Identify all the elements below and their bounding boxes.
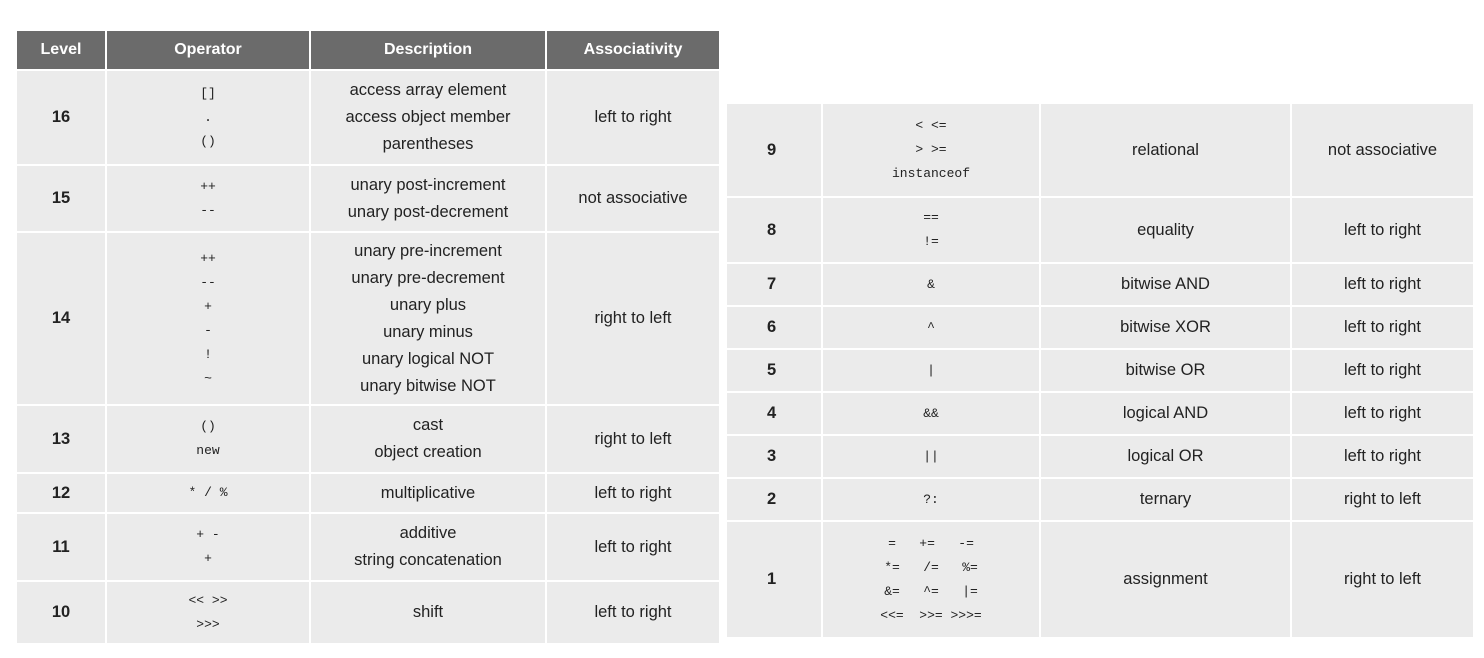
description-line: relational bbox=[1132, 140, 1199, 159]
operator-symbol: + bbox=[204, 298, 212, 314]
header-row bbox=[16, 30, 720, 70]
operator-symbol: () bbox=[200, 419, 216, 434]
operator-symbol: - bbox=[204, 322, 212, 338]
level-cell: 2 bbox=[726, 478, 822, 521]
description-line: unary post-decrement bbox=[347, 202, 509, 221]
description-line: logical AND bbox=[1122, 404, 1209, 422]
associativity-cell: right to left bbox=[546, 405, 720, 473]
description-line: unary pre-decrement bbox=[351, 268, 505, 287]
operator-symbol: -- bbox=[200, 202, 216, 218]
operator-cell bbox=[822, 306, 1040, 349]
operator-cell bbox=[822, 349, 1040, 392]
description-cell bbox=[1040, 263, 1291, 306]
operator-symbol: || bbox=[923, 448, 939, 464]
operator-symbol: ~ bbox=[204, 370, 212, 386]
associativity-cell: left to right bbox=[1291, 197, 1474, 263]
associativity-cell: left to right bbox=[1291, 435, 1474, 478]
operator-cell bbox=[106, 581, 310, 644]
associativity-cell: left to right bbox=[1291, 263, 1474, 306]
operator-cell bbox=[106, 473, 310, 513]
operator-cell bbox=[822, 521, 1040, 638]
description-line: parentheses bbox=[382, 135, 474, 153]
precedence-table-right bbox=[725, 102, 1475, 639]
associativity-cell: right to left bbox=[1291, 478, 1474, 521]
header-level: Level bbox=[16, 30, 106, 70]
level-cell: 14 bbox=[16, 232, 106, 405]
operator-symbol: instanceof bbox=[891, 166, 970, 181]
level-cell: 10 bbox=[16, 581, 106, 644]
description-line: logical OR bbox=[1127, 447, 1204, 465]
associativity-cell: left to right bbox=[546, 473, 720, 513]
description-line: object creation bbox=[374, 443, 482, 461]
operator-symbol: ++ bbox=[200, 250, 216, 266]
description-line: unary plus bbox=[389, 295, 467, 314]
level-cell: 5 bbox=[726, 349, 822, 392]
operator-symbol: + - bbox=[196, 527, 220, 542]
header-description: Description bbox=[310, 30, 546, 70]
operator-symbol: + bbox=[204, 551, 212, 566]
table-row bbox=[16, 473, 720, 513]
precedence-table-left bbox=[15, 29, 721, 645]
description-line: assignment bbox=[1123, 570, 1208, 588]
operator-symbol: ++ bbox=[200, 178, 216, 194]
description-cell bbox=[1040, 478, 1291, 521]
description-cell bbox=[1040, 197, 1291, 263]
operator-cell bbox=[106, 405, 310, 473]
table-row bbox=[726, 478, 1474, 521]
operator-symbol: . bbox=[204, 109, 212, 125]
associativity-cell: left to right bbox=[546, 70, 720, 165]
operator-symbol: ! bbox=[204, 346, 212, 362]
description-line: cast bbox=[412, 416, 444, 434]
description-cell bbox=[310, 165, 546, 232]
operator-symbol: | bbox=[927, 362, 935, 378]
description-line: unary logical NOT bbox=[361, 349, 495, 368]
description-line: equality bbox=[1137, 220, 1194, 239]
header-operator: Operator bbox=[106, 30, 310, 70]
description-line: unary post-increment bbox=[350, 175, 506, 194]
level-cell: 12 bbox=[16, 473, 106, 513]
table-row bbox=[726, 435, 1474, 478]
table-row bbox=[726, 521, 1474, 638]
level-cell: 6 bbox=[726, 306, 822, 349]
operator-symbol: < <= bbox=[915, 118, 947, 133]
operator-symbol: && bbox=[923, 405, 939, 421]
operator-cell bbox=[106, 165, 310, 232]
description-line: shift bbox=[412, 603, 444, 621]
associativity-cell: not associative bbox=[546, 165, 720, 232]
description-line: ternary bbox=[1139, 490, 1192, 508]
level-cell: 9 bbox=[726, 103, 822, 197]
description-line: unary bitwise NOT bbox=[360, 376, 496, 395]
level-cell: 13 bbox=[16, 405, 106, 473]
table-row bbox=[16, 232, 720, 405]
description-cell bbox=[1040, 103, 1291, 197]
description-cell bbox=[1040, 521, 1291, 638]
table-row bbox=[16, 70, 720, 165]
description-line: bitwise XOR bbox=[1120, 318, 1211, 336]
description-cell bbox=[1040, 392, 1291, 435]
table-row bbox=[16, 405, 720, 473]
description-cell bbox=[1040, 435, 1291, 478]
associativity-cell: left to right bbox=[1291, 306, 1474, 349]
level-cell: 8 bbox=[726, 197, 822, 263]
operator-symbol: *= /= %= bbox=[884, 559, 978, 575]
associativity-cell: not associative bbox=[1291, 103, 1474, 197]
level-cell: 7 bbox=[726, 263, 822, 306]
operator-cell bbox=[106, 232, 310, 405]
operator-symbol: <<= >>= >>>= bbox=[880, 607, 982, 623]
table-row bbox=[16, 581, 720, 644]
description-cell bbox=[310, 70, 546, 165]
table-row bbox=[726, 349, 1474, 392]
description-cell bbox=[310, 473, 546, 513]
table-row bbox=[726, 263, 1474, 306]
associativity-cell: left to right bbox=[546, 581, 720, 644]
description-line: access array element bbox=[349, 81, 507, 99]
operator-cell bbox=[106, 513, 310, 581]
operator-cell bbox=[822, 478, 1040, 521]
description-cell bbox=[1040, 306, 1291, 349]
associativity-cell: left to right bbox=[1291, 349, 1474, 392]
description-line: bitwise OR bbox=[1125, 361, 1206, 379]
description-line: additive bbox=[399, 524, 457, 542]
operator-symbol: new bbox=[196, 443, 220, 458]
operator-symbol: = += -= bbox=[888, 535, 974, 551]
operator-cell bbox=[822, 103, 1040, 197]
operator-symbol: -- bbox=[200, 274, 216, 290]
description-cell bbox=[1040, 349, 1291, 392]
description-line: string concatenation bbox=[354, 551, 502, 569]
operator-cell bbox=[822, 197, 1040, 263]
associativity-cell: right to left bbox=[1291, 521, 1474, 638]
associativity-cell: right to left bbox=[546, 232, 720, 405]
table-row bbox=[726, 197, 1474, 263]
description-cell bbox=[310, 232, 546, 405]
level-cell: 4 bbox=[726, 392, 822, 435]
operator-symbol: > >= bbox=[915, 142, 947, 157]
operator-symbol: [] bbox=[200, 85, 216, 101]
operator-cell bbox=[822, 263, 1040, 306]
level-cell: 3 bbox=[726, 435, 822, 478]
description-cell bbox=[310, 405, 546, 473]
description-line: access object member bbox=[345, 108, 511, 126]
description-line: unary pre-increment bbox=[354, 241, 502, 260]
operator-symbol: & bbox=[927, 276, 935, 292]
operator-symbol: &= ^= |= bbox=[884, 583, 978, 599]
description-line: multiplicative bbox=[380, 483, 476, 502]
operator-symbol: () bbox=[200, 133, 216, 149]
description-cell bbox=[310, 581, 546, 644]
operator-symbol: >>> bbox=[196, 616, 220, 632]
table-row bbox=[16, 165, 720, 232]
description-line: unary minus bbox=[383, 322, 473, 341]
level-cell: 15 bbox=[16, 165, 106, 232]
operator-cell bbox=[822, 392, 1040, 435]
operator-symbol: * / % bbox=[188, 485, 228, 500]
operator-symbol: ?: bbox=[923, 491, 939, 507]
operator-symbol: == bbox=[923, 210, 939, 225]
operator-symbol: ^ bbox=[927, 319, 935, 335]
level-cell: 16 bbox=[16, 70, 106, 165]
level-cell: 11 bbox=[16, 513, 106, 581]
description-line: bitwise AND bbox=[1121, 275, 1210, 293]
level-cell: 1 bbox=[726, 521, 822, 638]
table-row bbox=[726, 392, 1474, 435]
associativity-cell: left to right bbox=[1291, 392, 1474, 435]
operator-symbol: << >> bbox=[188, 592, 228, 608]
associativity-cell: left to right bbox=[546, 513, 720, 581]
description-cell bbox=[310, 513, 546, 581]
header-associativity: Associativity bbox=[546, 30, 720, 70]
table-row bbox=[726, 103, 1474, 197]
table-row bbox=[16, 513, 720, 581]
table-row bbox=[726, 306, 1474, 349]
operator-cell bbox=[822, 435, 1040, 478]
operator-symbol: != bbox=[923, 234, 939, 249]
operator-cell bbox=[106, 70, 310, 165]
